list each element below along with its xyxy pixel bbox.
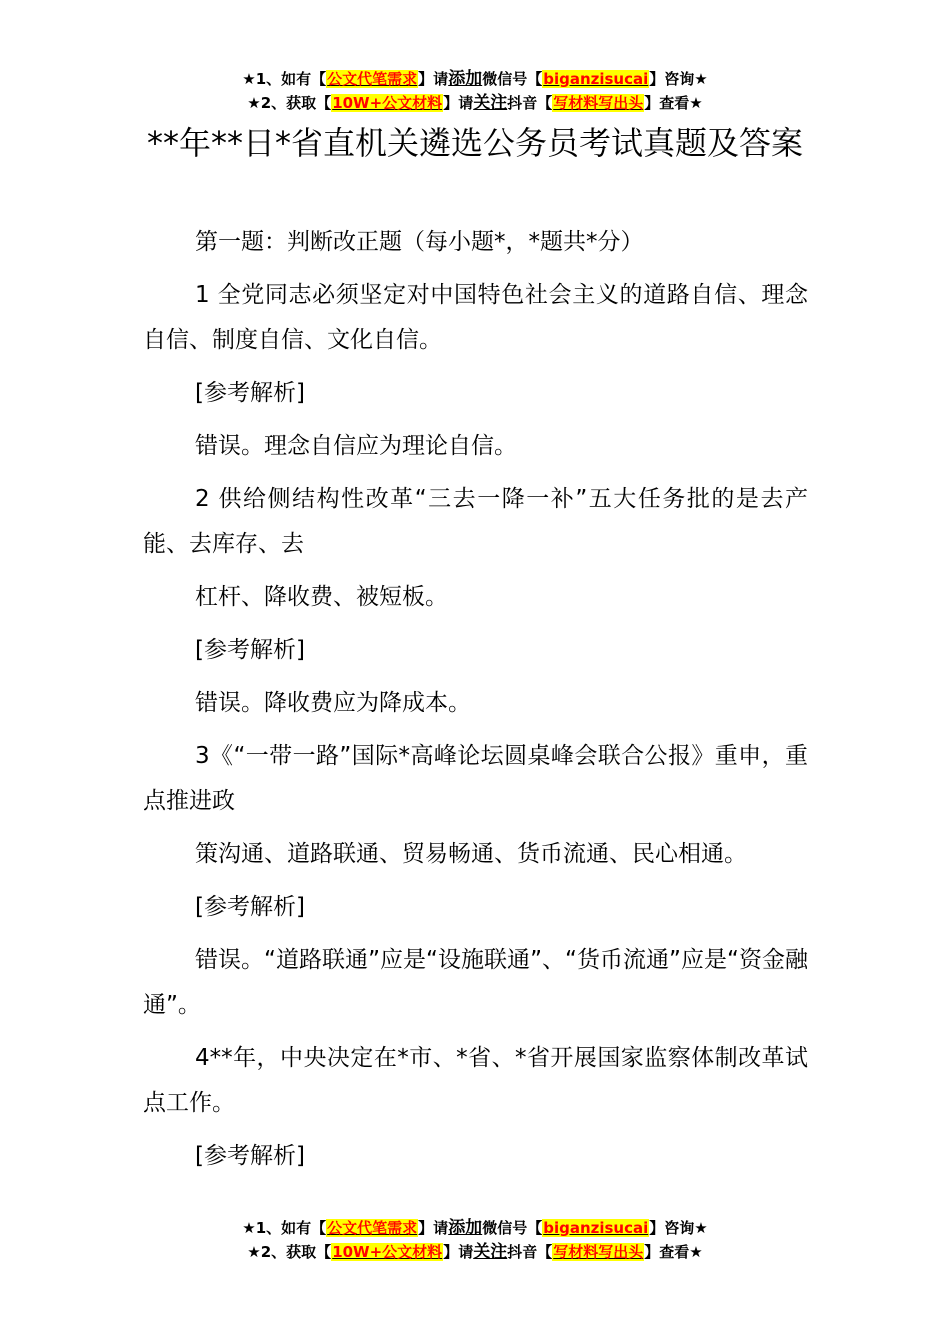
document-body (143, 220, 808, 1187)
question-3-part-2: 策沟通、道路联通、贸易畅通、货币流通、民心相通。 (195, 841, 747, 867)
header-line1-highlight-wechat: biganzisucai (543, 70, 649, 88)
question-3-answer: 错误。“道路联通”应是“设施联通”、“货币流通”应是“资金融通”。 (143, 947, 808, 1018)
section-heading: 第一题：判断改正题（每小题*，*题共*分） (195, 229, 644, 255)
footer-line1-middle: 】请 (418, 1219, 449, 1237)
header-line-2 (0, 92, 950, 116)
footer-line2-middle2: 抖音【 (507, 1243, 553, 1261)
footer-line2-middle: 】请 (443, 1243, 474, 1261)
footer-line1-highlight-service: 公文代笔需求 (327, 1219, 418, 1237)
question-1-answer: 错误。理念自信应为理论自信。 (195, 433, 517, 459)
header-line2-middle2: 抖音【 (507, 94, 553, 112)
question-1-reference-label: [参考解析] (195, 380, 305, 406)
footer-line1-middle2: 微信号【 (482, 1219, 543, 1237)
footer-line2-highlight-materials: 10W+公文材料 (332, 1243, 443, 1261)
header-banner (0, 68, 950, 116)
header-line2-suffix: 】查看★ (644, 94, 703, 112)
footer-banner (0, 1217, 950, 1265)
header-line2-prefix: ★2、获取【 (247, 94, 332, 112)
question-3-part-1: 3《“一带一路”国际*高峰论坛圆桌峰会联合公报》重申，重点推进政 (143, 743, 808, 814)
footer-line2-highlight-douyin: 写材料写出头 (553, 1243, 644, 1261)
question-1: 1 全党同志必须坚定对中国特色社会主义的道路自信、理念自信、制度自信、文化自信。 (143, 282, 808, 353)
question-3-reference-label: [参考解析] (195, 894, 305, 920)
footer-line2-suffix: 】查看★ (644, 1243, 703, 1261)
footer-line1-suffix: 】咨询★ (649, 1219, 708, 1237)
header-line1-prefix: ★1、如有【 (242, 70, 327, 88)
header-line2-highlight-douyin: 写材料写出头 (553, 94, 644, 112)
question-2-reference-label: [参考解析] (195, 637, 305, 663)
header-line1-middle: 】请 (418, 70, 449, 88)
header-line2-underlined: 关注 (473, 93, 508, 113)
question-2-part-1: 2 供给侧结构性改革“三去一降一补”五大任务批的是去产能、去库存、去 (143, 486, 808, 557)
header-line1-suffix: 】咨询★ (649, 70, 708, 88)
footer-line2-underlined: 关注 (473, 1242, 508, 1262)
footer-line1-prefix: ★1、如有【 (242, 1219, 327, 1237)
footer-line-1 (0, 1217, 950, 1241)
header-line1-highlight-service: 公文代笔需求 (327, 70, 418, 88)
header-line1-middle2: 微信号【 (482, 70, 543, 88)
header-line1-underlined: 添加 (448, 69, 483, 89)
footer-line2-prefix: ★2、获取【 (247, 1243, 332, 1261)
footer-line1-underlined: 添加 (448, 1218, 483, 1238)
footer-line-2 (0, 1241, 950, 1265)
question-2-part-2: 杠杆、降收费、被短板。 (195, 584, 448, 610)
header-line-1 (0, 68, 950, 92)
header-line2-middle: 】请 (443, 94, 474, 112)
question-2-answer: 错误。降收费应为降成本。 (195, 690, 471, 716)
question-4: 4**年，中央决定在*市、*省、*省开展国家监察体制改革试点工作。 (143, 1045, 808, 1116)
page-title: **年**日*省直机关遴选公务员考试真题及答案 (146, 124, 803, 162)
question-4-reference-label: [参考解析] (195, 1143, 305, 1169)
header-line2-highlight-materials: 10W+公文材料 (332, 94, 443, 112)
footer-line1-highlight-wechat: biganzisucai (543, 1219, 649, 1237)
